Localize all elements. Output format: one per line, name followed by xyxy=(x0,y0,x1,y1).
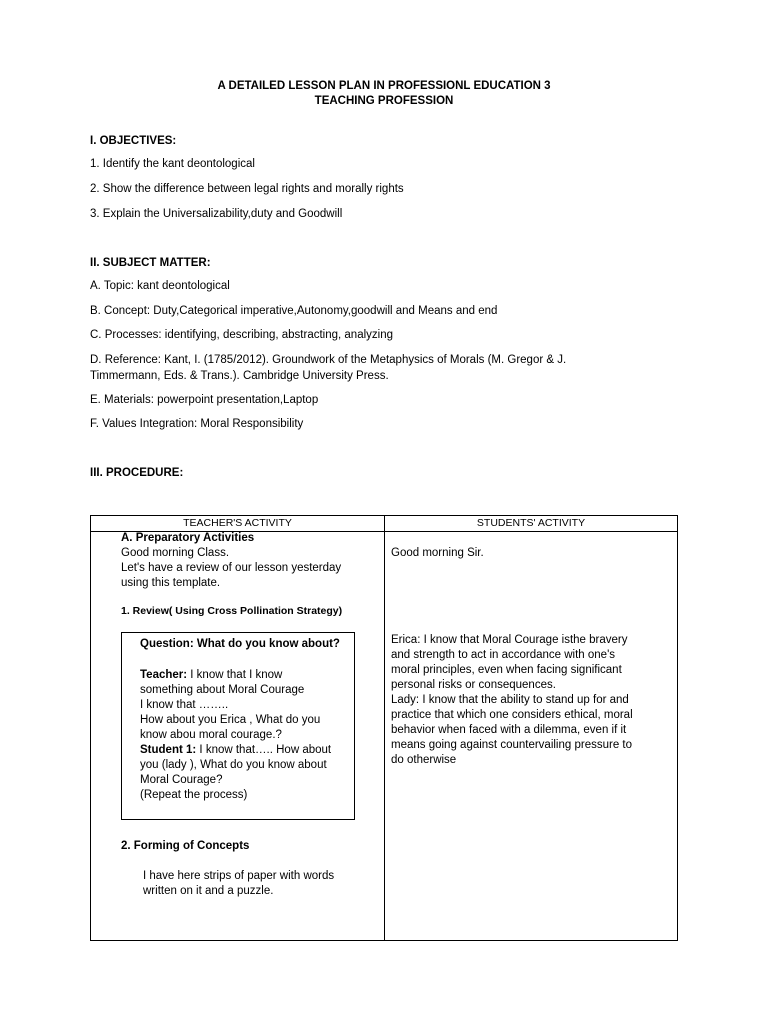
cross-pollination-box xyxy=(121,632,355,820)
teacher-line: How about you Erica , What do you xyxy=(140,714,321,726)
student-answer-line: means going against countervailing pressure to xyxy=(391,739,633,751)
subject-matter-heading: II. SUBJECT MATTER: xyxy=(90,257,211,269)
student-line: (Repeat the process) xyxy=(140,789,248,801)
student-answer-line: and strength to act in accordance with one's xyxy=(391,649,616,661)
student-greeting: Good morning Sir. xyxy=(391,547,484,559)
reference-line-continued: Timmermann, Eds. & Trans.). Cambridge University Press. xyxy=(90,370,389,382)
teacher-line: I know that …….. xyxy=(140,699,229,711)
procedure-heading: III. PROCEDURE: xyxy=(90,467,184,479)
processes-line: C. Processes: identifying, describing, abstracting, analyzing xyxy=(90,329,393,341)
objective-item: 3. Explain the Universalizability,duty and Goodwill xyxy=(90,208,343,220)
concepts-line: I have here strips of paper with words xyxy=(143,870,335,882)
objectives-heading: I. OBJECTIVES: xyxy=(90,135,177,147)
document-title: A DETAILED LESSON PLAN IN PROFESSIONL EDUCATION 3 xyxy=(217,80,551,92)
student-answer-line: Lady: I know that the ability to stand up for and xyxy=(391,694,629,706)
preparatory-activities-label: A. Preparatory Activities xyxy=(121,532,255,544)
concepts-line: written on it and a puzzle. xyxy=(143,885,274,897)
student-line: you (lady ), What do you know about xyxy=(140,759,327,771)
objective-item: 2. Show the difference between legal rights and morally rights xyxy=(90,183,404,195)
forming-concepts-label: 2. Forming of Concepts xyxy=(121,840,250,852)
student-answer-line: personal risks or consequences. xyxy=(391,679,556,691)
student-answer-line: practice that which one considers ethical, moral xyxy=(391,709,633,721)
student-line: Moral Courage? xyxy=(140,774,223,786)
teacher-column-header: TEACHER'S ACTIVITY xyxy=(183,517,292,529)
student-answers xyxy=(391,633,673,768)
students-column-header: STUDENTS' ACTIVITY xyxy=(476,517,586,529)
student-answer-line: do otherwise xyxy=(391,754,457,766)
box-dialogue xyxy=(140,668,355,803)
objective-item: 1. Identify the kant deontological xyxy=(90,158,255,170)
student-answer-line: moral principles, even when facing significant xyxy=(391,664,622,676)
materials-line: E. Materials: powerpoint presentation,Laptop xyxy=(90,394,319,406)
procedure-table xyxy=(90,515,678,941)
topic-line: A. Topic: kant deontological xyxy=(90,280,230,292)
teacher-intro-line: using this template. xyxy=(121,577,221,589)
values-line: F. Values Integration: Moral Responsibility xyxy=(90,418,304,430)
column-divider xyxy=(384,516,385,940)
concepts-text xyxy=(143,869,334,899)
teacher-line: know abou moral courage.? xyxy=(140,729,282,741)
student-answer-line: behavior when faced with a dilemma, even if it xyxy=(391,724,627,736)
review-label: 1. Review( Using Cross Pollination Strategy) xyxy=(121,605,343,617)
teacher-text: I know that I know xyxy=(187,669,283,681)
student-text: I know that….. How about xyxy=(196,744,332,756)
concept-line: B. Concept: Duty,Categorical imperative,Autonomy,goodwill and Means and end xyxy=(90,305,498,317)
box-question: Question: What do you know about? xyxy=(140,638,340,650)
teacher-intro xyxy=(121,546,341,591)
teacher-label: Teacher: xyxy=(140,669,188,681)
teacher-intro-line: Let's have a review of our lesson yesterday xyxy=(121,562,342,574)
document-subtitle: TEACHING PROFESSION xyxy=(314,95,454,107)
teacher-line: something about Moral Courage xyxy=(140,684,305,696)
reference-line: D. Reference: Kant, I. (1785/2012). Groundwork of the Metaphysics of Morals (M. Gregor & J. xyxy=(90,354,567,366)
student-answer-line: Erica: I know that Moral Courage isthe bravery xyxy=(391,634,628,646)
student-label: Student 1: xyxy=(140,744,197,756)
teacher-intro-line: Good morning Class. xyxy=(121,547,230,559)
